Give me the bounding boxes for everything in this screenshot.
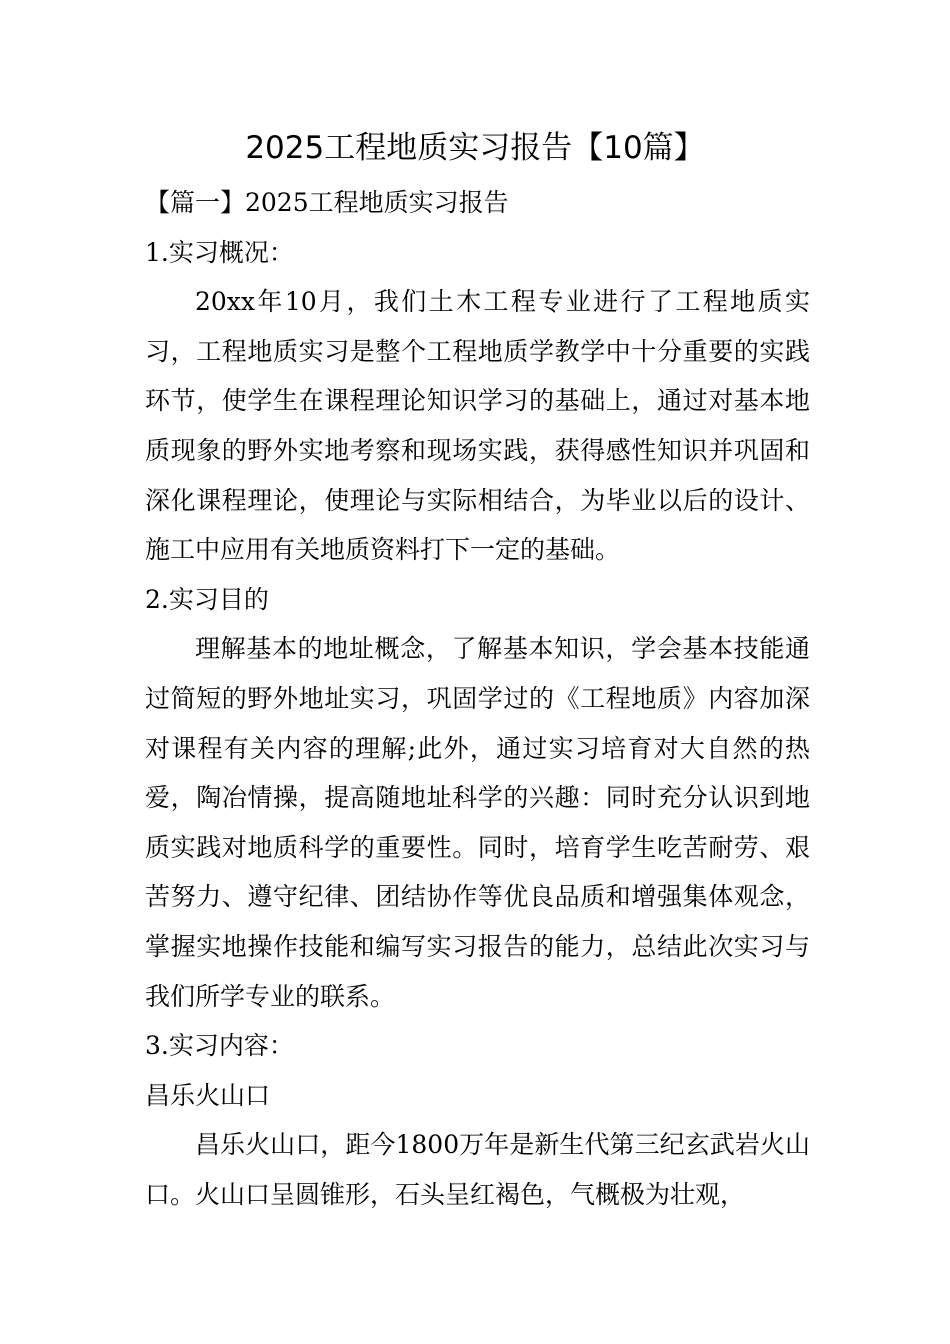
heading-overview: 1.实习概况： [145, 237, 294, 267]
paragraph-overview: 20xx年10月，我们土木工程专业进行了工程地质实习，工程地质实习是整个工程地质学教学中十分重要的实践环节，使学生在课程理论知识学习的基础上，通过对基本地质现象的野外实地考察和现场实践，获得感性知识并巩固和深化课程理论，使理论与实际相结合，为毕业以后的设计、施工中应用有关地质资料打下一定的基础。 [145, 287, 810, 565]
heading-content: 3.实习内容： [145, 1031, 294, 1061]
section-heading: 【篇一】2025工程地质实习报告 [145, 188, 509, 217]
subheading-changle-crater: 昌乐火山口 [145, 1080, 271, 1110]
paragraph-changle-crater: 昌乐火山口，距今1800万年是新生代第三纪玄武岩火山口。火山口呈圆锥形，石头呈红褐色，气概极为壮观， [145, 1130, 810, 1209]
heading-purpose: 2.实习目的 [145, 584, 269, 614]
document-body [145, 178, 810, 1219]
document-title: 2025工程地质实习报告【10篇】 [245, 130, 705, 166]
paragraph-purpose: 理解基本的地址概念，了解基本知识，学会基本技能通过简短的野外地址实习，巩固学过的《工程地质》内容加深对课程有关内容的理解;此外，通过实习培育对大自然的热爱，陶冶情操，提高随地址科学的兴趣：同时充分认识到地质实践对地质科学的重要性。同时，培育学生吃苦耐劳、艰苦努力、遵守纪律、团结协作等优良品质和增强集体观念，掌握实地操作技能和编写实习报告的能力，总结此次实习与我们所学专业的联系。 [145, 634, 810, 1011]
